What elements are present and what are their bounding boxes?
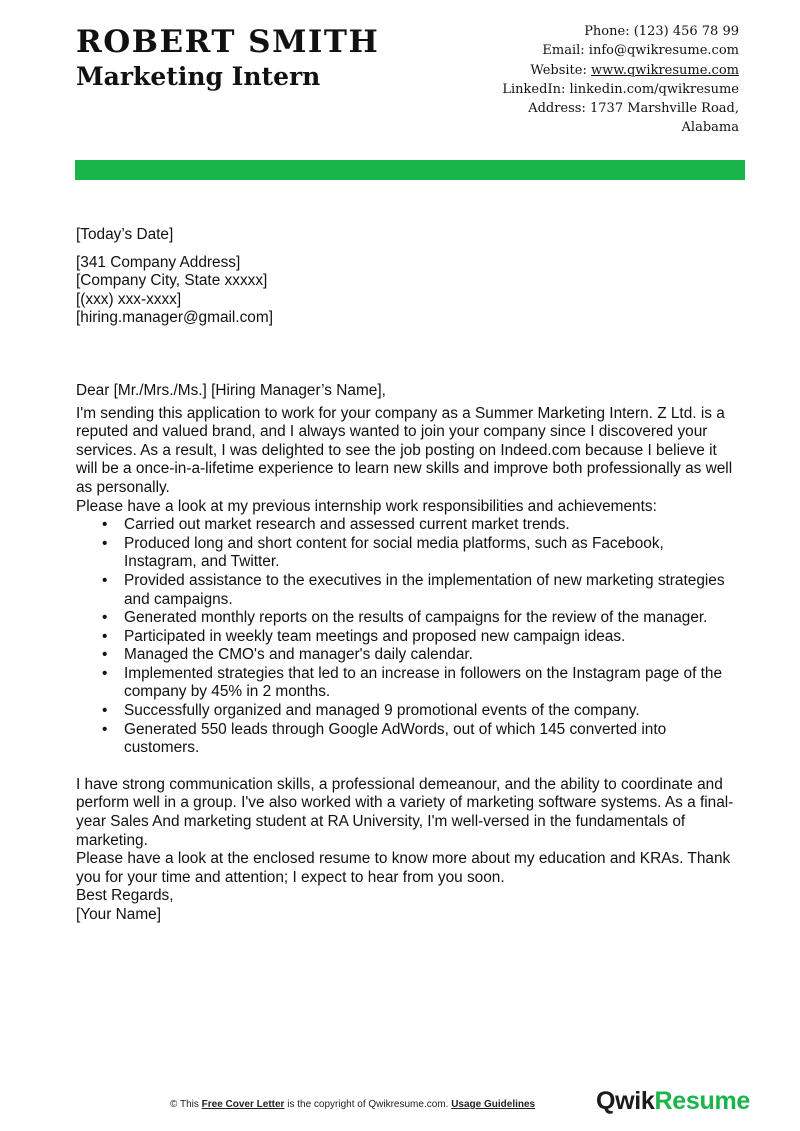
letter-body [76, 226, 740, 925]
salutation: Dear [Mr./Mrs./Ms.] [Hiring Manager’s Name], [76, 381, 386, 399]
website-label: Website: [530, 62, 587, 78]
copyright-middle: is the copyright of Qwikresume.com. [284, 1099, 452, 1110]
phone-label: Phone: [584, 24, 630, 39]
recipient-address [76, 254, 740, 328]
email-value: info@qwikresume.com [588, 43, 739, 59]
letter-date: [Today’s Date] [76, 226, 174, 243]
applicant-title: Marketing Intern [76, 62, 321, 91]
header-divider-bar [75, 160, 745, 180]
signature-name: [Your Name] [76, 906, 161, 923]
usage-guidelines-link[interactable]: Usage Guidelines [451, 1099, 536, 1110]
logo-part-qwik: Qwik [596, 1087, 655, 1115]
qwikresume-logo[interactable] [596, 1087, 750, 1116]
list-item: • Carried out market research and assessed current market trends. [124, 516, 740, 535]
recipient-line: [341 Company Address] [76, 253, 241, 271]
email-label: Email: [542, 43, 585, 59]
linkedin-value: linkedin.com/qwikresume [569, 81, 739, 97]
free-cover-letter-link[interactable]: Free Cover Letter [201, 1099, 285, 1110]
address-label: Address: [528, 101, 586, 117]
phone-value: (123) 456 78 99 [633, 24, 739, 39]
achievements-list [76, 516, 740, 758]
paragraph-skills: I have strong communication skills, a professional demeanour, and the ability to coordinate and perform well in a group. I've also worked with a variety of marketing software systems. As a final-year Sales And marketing student at RA University, I'm well-versed in the fundamentals of marketing. [76, 775, 734, 849]
list-item: • Participated in weekly team meetings and proposed new campaign ideas. [124, 628, 740, 647]
list-item: • Implemented strategies that led to an increase in followers on the Instagram page of the company by 45% in 2 months. [124, 665, 740, 702]
website-link[interactable]: www.qwikresume.com [591, 62, 739, 78]
contact-email [439, 41, 739, 60]
applicant-name: ROBERT SMITH [76, 24, 380, 60]
contact-address [439, 99, 739, 118]
list-item: • Provided assistance to the executives in the implementation of new marketing strategies and campaigns. [124, 572, 740, 609]
address-line1: 1737 Marshville Road, [590, 101, 739, 117]
copyright-prefix: © This [170, 1099, 202, 1110]
paragraph-intro: I'm sending this application to work for your company as a Summer Marketing Intern. Z Ltd. is a reputed and valued brand, and I always wanted to join your company since I discovered your services. As a result, I was delighted to see the job posting on Indeed.com because I believe it will be a once-in-a-lifetime experience to learn new skills and improve both professionally as well as personally. [76, 404, 733, 496]
recipient-line: [hiring.manager@gmail.com] [76, 309, 273, 327]
list-item: • Successfully organized and managed 9 promotional events of the company. [124, 702, 740, 721]
address-line2: Alabama [681, 120, 739, 136]
paragraph-closing: Please have a look at the enclosed resume to know more about my education and KRAs. Thank you for your time and attention; I expect to hear from you soon. [76, 850, 731, 886]
list-item: • Managed the CMO's and manager's daily calendar. [124, 646, 740, 665]
contact-linkedin [439, 80, 739, 99]
contact-website [439, 61, 739, 80]
copyright-note [170, 1099, 535, 1110]
contact-phone [439, 22, 739, 41]
recipient-line: [(xxx) xxx-xxxx] [76, 290, 182, 308]
linkedin-label: LinkedIn: [502, 81, 566, 97]
paragraph-lead-in: Please have a look at my previous internship work responsibilities and achievements: [76, 497, 657, 515]
sign-off: Best Regards, [76, 887, 174, 905]
list-item: • Produced long and short content for social media platforms, such as Facebook, Instagram, and Twitter. [124, 535, 740, 572]
list-item: • Generated monthly reports on the results of campaigns for the review of the manager. [124, 609, 740, 628]
recipient-line: [Company City, State xxxxx] [76, 272, 268, 290]
logo-part-resume: Resume [654, 1087, 751, 1115]
contact-block [439, 22, 739, 138]
list-item: • Generated 550 leads through Google AdWords, out of which 145 converted into customers. [124, 721, 740, 758]
